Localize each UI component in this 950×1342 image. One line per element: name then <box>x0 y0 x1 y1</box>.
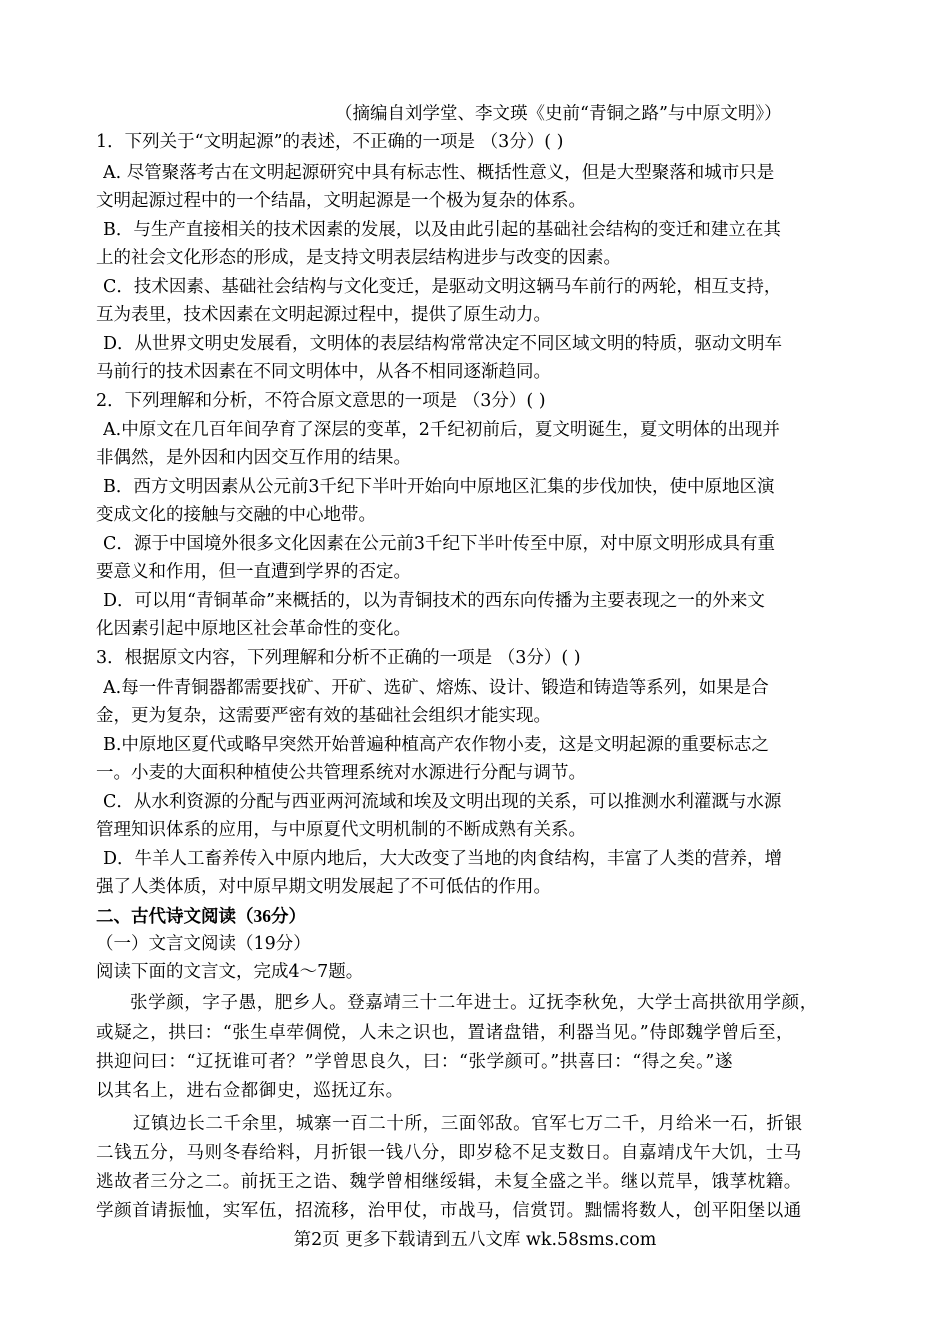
q2-option-d-cont: 化因素引起中原地区社会革命性的变化。 <box>96 619 411 639</box>
q2-option-b-cont: 变成文化的接触与交融的中心地带。 <box>96 505 376 525</box>
q1-option-d-cont: 马前行的技术因素在不同文明体中，从各不相同逐渐趋同。 <box>96 362 551 382</box>
q2-option-d: D．可以用“青铜革命”来概括的，以为青铜技术的西东向传播为主要表现之一的外来文 <box>103 591 765 611</box>
q1-option-d: D．从世界文明史发展看，文明体的表层结构常常决定不同区域文明的特质，驱动文明车 <box>103 334 783 354</box>
q3-option-c: C．从水利资源的分配与西亚两河流域和埃及文明出现的关系，可以推测水利灌溉与水源 <box>103 792 782 812</box>
passage-p2-line4: 学颜首请振恤，实军伍，招流移，治甲仗，市战马，信赏罚。黜懦将数人，创平阳堡以通 <box>96 1201 802 1221</box>
q3-option-d: D．牛羊人工畜养传入中原内地后，大大改变了当地的肉食结构，丰富了人类的营养，增 <box>103 849 783 869</box>
section-2-subheading: （一）文言文阅读（19分） <box>96 934 311 954</box>
q2-option-b: B．西方文明因素从公元前3千纪下半叶开始向中原地区汇集的步伐加快，使中原地区演 <box>103 477 775 497</box>
section-2-heading: 二、古代诗文阅读（36分） <box>96 906 306 926</box>
page-footer: 第2页 更多下载请到五八文库 wk.58sms.com <box>293 1230 657 1250</box>
passage-p1-line2: 或疑之，拱曰：“张生卓荦倜傥，人未之识也，置诸盘错，利器当见。”侍郎魏学曾后至， <box>96 1023 795 1043</box>
q2-option-a-cont: 非偶然，是外因和内因交互作用的结果。 <box>96 448 411 468</box>
source-citation: （摘编自刘学堂、李文瑛《史前“青铜之路”与中原文明》） <box>335 104 782 124</box>
q2-option-c: C．源于中国境外很多文化因素在公元前3千纪下半叶传至中原，对中原文明形成具有重 <box>103 534 776 554</box>
q1-option-c-cont: 互为表里，技术因素在文明起源过程中，提供了原生动力。 <box>96 305 551 325</box>
passage-instruction: 阅读下面的文言文，完成4～7题。 <box>96 962 364 982</box>
question-3-stem: 3．根据原文内容，下列理解和分析不正确的一项是 （3分）( ) <box>96 648 581 668</box>
passage-p2-line1: 辽镇边长二千余里，城寨一百二十所，三面邻敌。官军七万二千，月给米一石，折银 <box>133 1114 803 1134</box>
q3-option-b-cont: 一。小麦的大面积种植使公共管理系统对水源进行分配与调节。 <box>96 763 586 783</box>
q1-option-b: B．与生产直接相关的技术因素的发展，以及由此引起的基础社会结构的变迁和建立在其 <box>103 220 781 240</box>
passage-p1-line3: 拱迎问曰：“辽抚谁可者？”学曾思良久，曰：“张学颜可。”拱喜曰：“得之矣。”遂 <box>96 1052 734 1072</box>
question-1-stem: 1．下列关于“文明起源”的表述，不正确的一项是 （3分）( ) <box>96 132 564 152</box>
q3-option-c-cont: 管理知识体系的应用，与中原夏代文明机制的不断成熟有关系。 <box>96 820 586 840</box>
q1-option-c: C．技术因素、基础社会结构与文化变迁，是驱动文明这辆马车前行的两轮，相互支持， <box>103 277 782 297</box>
passage-p1-line1: 张学颜，字子愚，肥乡人。登嘉靖三十二年进士。辽抚李秋免，大学士高拱欲用学颜， <box>130 993 818 1013</box>
q3-option-a-cont: 金，更为复杂，这需要严密有效的基础社会组织才能实现。 <box>96 706 551 726</box>
q1-option-b-cont: 上的社会文化形态的形成，是支持文明表层结构进步与改变的因素。 <box>96 248 621 268</box>
question-2-stem: 2．下列理解和分析，不符合原文意思的一项是 （3分）( ) <box>96 391 546 411</box>
passage-p2-line2: 二钱五分，马则冬春给料，月折银一钱八分，即岁稔不足支数日。自嘉靖戊午大饥，士马 <box>96 1143 802 1163</box>
passage-p2-line3: 逃故者三分之二。前抚王之诰、魏学曾相继绥辑，未复全盛之半。继以荒旱，饿莩枕籍。 <box>96 1172 802 1192</box>
q3-option-d-cont: 强了人类体质，对中原早期文明发展起了不可低估的作用。 <box>96 877 551 897</box>
q2-option-c-cont: 要意义和作用，但一直遭到学界的否定。 <box>96 562 411 582</box>
q1-option-a-cont: 文明起源过程中的一个结晶，文明起源是一个极为复杂的体系。 <box>96 191 586 211</box>
q1-option-a: A. 尽管聚落考古在文明起源研究中具有标志性、概括性意义，但是大型聚落和城市只是 <box>103 163 775 183</box>
q2-option-a: A.中原文在几百年间孕育了深层的变革，2千纪初前后，夏文明诞生，夏文明体的出现并 <box>103 420 780 440</box>
q3-option-b: B.中原地区夏代或略早突然开始普遍种植高产农作物小麦，这是文明起源的重要标志之 <box>103 735 769 755</box>
q3-option-a: A.每一件青铜器都需要找矿、开矿、选矿、熔炼、设计、锻造和铸造等系列，如果是合 <box>103 678 769 698</box>
passage-p1-line4: 以其名上，进右佥都御史，巡抚辽东。 <box>96 1081 404 1101</box>
